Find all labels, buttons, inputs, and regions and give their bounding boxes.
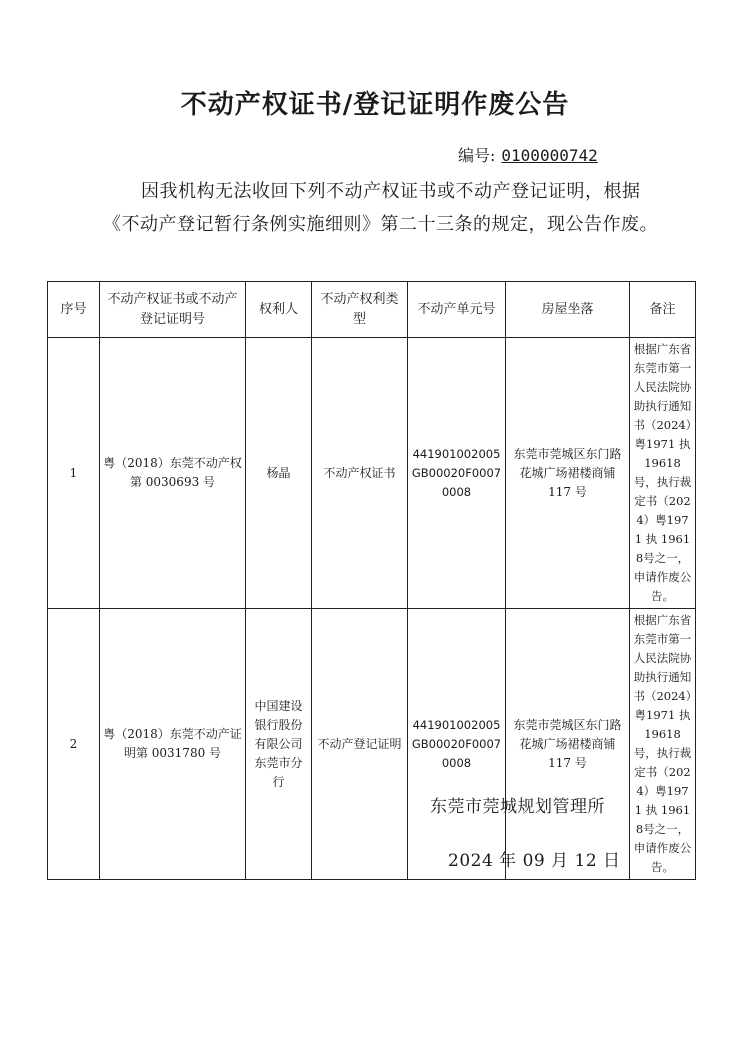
announcement-intro: 因我机构无法收回下列不动产权证书或不动产登记证明，根据《不动产登记暂行条例实施细则》第二十三条的规定，现公告作废。 xyxy=(103,181,658,235)
issue-date: 2024 年 09 月 12 日 xyxy=(448,851,621,871)
cell-location: 东莞市莞城区东门路花城广场裙楼商铺 117 号 xyxy=(506,609,630,880)
cell-right-type: 不动产权证书 xyxy=(312,338,408,609)
cell-seq: 2 xyxy=(48,609,100,880)
cell-unit-no: 441901002005GB00020F00070008 xyxy=(408,338,506,609)
cell-holder: 中国建设银行股份有限公司东莞市分行 xyxy=(246,609,312,880)
cell-right-type: 不动产登记证明 xyxy=(312,609,408,880)
header-holder: 权利人 xyxy=(246,282,312,338)
cell-remark: 根据广东省东莞市第一人民法院协助执行通知书（2024）粤1971 执 19618号，执行裁定书（2024）粤1971 执 19618号之一，申请作废公告。 xyxy=(630,609,696,880)
document-number-label: 编号: xyxy=(458,146,496,165)
table-row xyxy=(48,338,696,609)
announcement-body xyxy=(103,175,663,241)
cell-holder: 杨晶 xyxy=(246,338,312,609)
header-remark: 备注 xyxy=(630,282,696,338)
header-cert-no: 不动产权证书或不动产登记证明号 xyxy=(100,282,246,338)
cell-unit-no: 441901002005GB00020F00070008 xyxy=(408,609,506,880)
header-seq: 序号 xyxy=(48,282,100,338)
table-header-row xyxy=(48,282,696,338)
cell-cert-no: 粤（2018）东莞不动产权第 0030693 号 xyxy=(100,338,246,609)
document-number-value: 0100000742 xyxy=(501,146,598,165)
cell-location: 东莞市莞城区东门路花城广场裙楼商铺 117 号 xyxy=(506,338,630,609)
cell-cert-no: 粤（2018）东莞不动产证明第 0031780 号 xyxy=(100,609,246,880)
header-location: 房屋坐落 xyxy=(506,282,630,338)
issuing-organization: 东莞市莞城规划管理所 xyxy=(430,797,605,817)
cell-seq: 1 xyxy=(48,338,100,609)
table-row xyxy=(48,609,696,880)
header-unit-no: 不动产单元号 xyxy=(408,282,506,338)
page-title: 不动产权证书/登记证明作废公告 xyxy=(180,90,570,120)
header-right-type: 不动产权利类型 xyxy=(312,282,408,338)
cell-remark: 根据广东省东莞市第一人民法院协助执行通知书（2024）粤1971 执 19618号，执行裁定书（2024）粤1971 执 19618号之一，申请作废公告。 xyxy=(630,338,696,609)
document-number xyxy=(458,143,598,166)
void-certificate-table xyxy=(47,281,696,880)
